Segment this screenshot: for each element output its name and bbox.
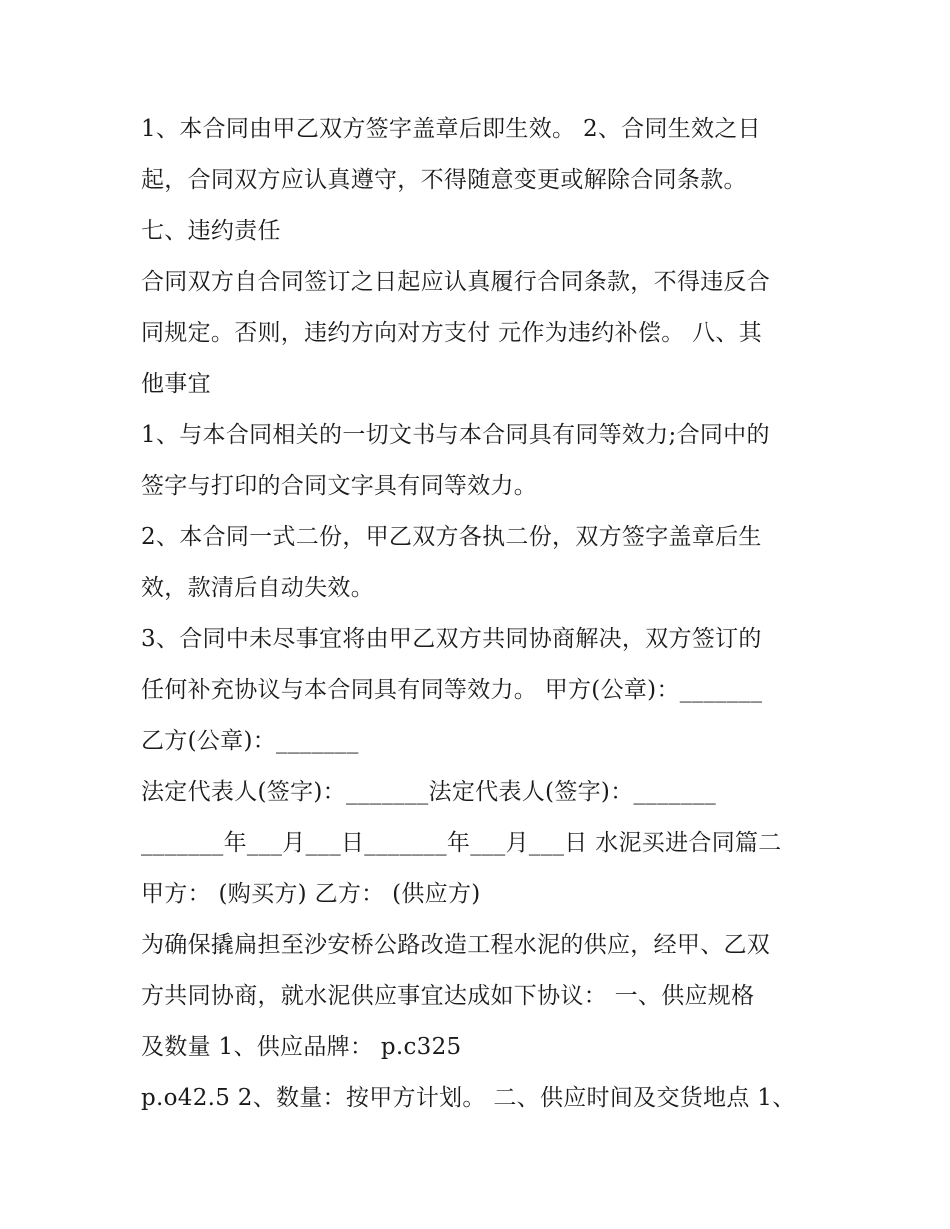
text-line: p.o42.5 2、数量：按甲方计划。 二、供应时间及交货地点 1、 [141, 1085, 796, 1111]
text-line: 同规定。否则，违约方向对方支付 元作为违约补偿。 八、其 [141, 320, 763, 346]
text-line: 为确保撬扁担至沙安桥公路改造工程水泥的供应，经甲、乙双 [141, 932, 771, 958]
text-line: 及数量 1、供应品牌： p.c325 [141, 1034, 462, 1060]
text-line: 合同双方自合同签订之日起应认真履行合同条款，不得违反合 [141, 269, 771, 295]
text-line: 任何补充协议与本合同具有同等效力。 甲方(公章)：_______ [141, 677, 763, 703]
text-line: 3、合同中未尽事宜将由甲乙双方共同协商解决，双方签订的 [141, 626, 762, 652]
text-line: 效，款清后自动失效。 [141, 575, 374, 601]
section-heading: 七、违约责任 [141, 218, 281, 244]
text-line: 1、与本合同相关的一切文书与本合同具有同等效力;合同中的 [141, 422, 770, 448]
text-line: 1、本合同由甲乙双方签字盖章后即生效。 2、合同生效之日 [141, 116, 761, 142]
signature-line: 法定代表人(签字)：_______法定代表人(签字)：_______ [141, 779, 717, 805]
parties-line: 甲方： (购买方) 乙方： (供应方) [141, 881, 481, 907]
text-line: 他事宜 [141, 371, 211, 397]
date-line: _______年___月___日_______年___月___日 水泥买进合同篇二 [141, 830, 782, 856]
document-body [141, 104, 821, 1124]
text-line: 2、本合同一式二份，甲乙双方各执二份，双方签字盖章后生 [141, 524, 762, 550]
text-line: 起，合同双方应认真遵守，不得随意变更或解除合同条款。 [141, 167, 747, 193]
signature-line: 乙方(公章)：_______ [141, 728, 359, 754]
text-line: 签字与打印的合同文字具有同等效力。 [141, 473, 538, 499]
text-line: 方共同协商，就水泥供应事宜达成如下协议： 一、供应规格 [141, 983, 755, 1009]
